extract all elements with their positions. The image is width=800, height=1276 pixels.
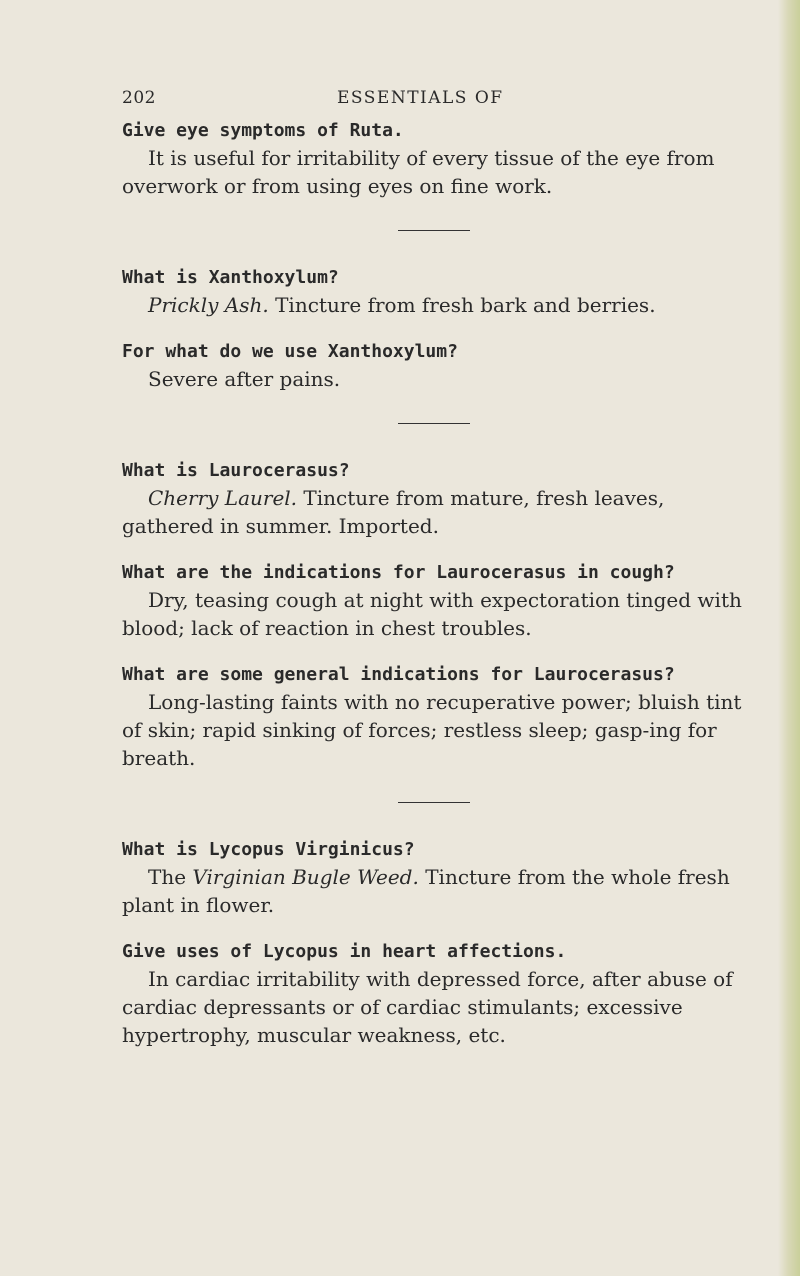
answer	[122, 484, 742, 540]
page-number: 202	[122, 88, 156, 108]
section-divider	[398, 423, 470, 424]
qa-entry-laurocerasus-cough	[122, 560, 742, 642]
answer-prefix: The	[148, 865, 193, 889]
question: Give uses of Lycopus in heart affections.	[122, 941, 567, 962]
answer: In cardiac irritability with depressed force, after abuse of cardiac depressants or of cardiac stimulants; excessive hypertrophy, muscular weakness, etc.	[122, 967, 733, 1047]
page-header	[122, 88, 537, 110]
answer-italic: Virginian Bugle Weed.	[192, 865, 419, 889]
question: What is Laurocerasus?	[122, 460, 350, 481]
answer: It is useful for irritability of every tissue of the eye from overwork or from using eyes on fine work.	[122, 146, 715, 198]
answer-text: Tincture from the whole fresh plant in flower.	[122, 865, 730, 917]
qa-entry-laurocerasus-general	[122, 662, 742, 772]
qa-entry-xanthoxylum-use	[122, 339, 742, 393]
question: What are the indications for Laurocerasus in cough?	[122, 562, 675, 583]
section-divider	[398, 802, 470, 803]
question: What are some general indications for Laurocerasus?	[122, 664, 675, 685]
qa-entry-lycopus-heart	[122, 939, 742, 1049]
running-title: ESSENTIALS OF	[337, 88, 504, 108]
answer: Severe after pains.	[148, 367, 341, 391]
answer-text: Tincture from fresh bark and berries.	[268, 293, 656, 317]
answer	[122, 291, 742, 319]
section-divider	[398, 230, 470, 231]
qa-entry-lycopus	[122, 837, 742, 919]
question: For what do we use Xanthoxylum?	[122, 341, 458, 362]
qa-entry-ruta	[122, 118, 742, 200]
question: Give eye symptoms of Ruta.	[122, 120, 404, 141]
answer: Dry, teasing cough at night with expectoration tinged with blood; lack of reaction in chest troubles.	[122, 588, 742, 640]
answer-italic: Prickly Ash.	[148, 293, 269, 317]
question: What is Lycopus Virginicus?	[122, 839, 415, 860]
question: What is Xanthoxylum?	[122, 267, 339, 288]
answer-italic: Cherry Laurel.	[148, 486, 298, 510]
qa-entry-laurocerasus	[122, 458, 742, 540]
answer	[122, 863, 742, 919]
qa-entry-xanthoxylum	[122, 265, 742, 319]
page-edge	[778, 0, 800, 1276]
answer: Long-lasting faints with no recuperative power; bluish tint of skin; rapid sinking of forces; restless sleep; gasp-ing for breath.	[122, 690, 742, 770]
answer-text: Tincture from mature, fresh leaves, gathered in summer. Imported.	[122, 486, 665, 538]
page-content	[122, 118, 742, 1049]
